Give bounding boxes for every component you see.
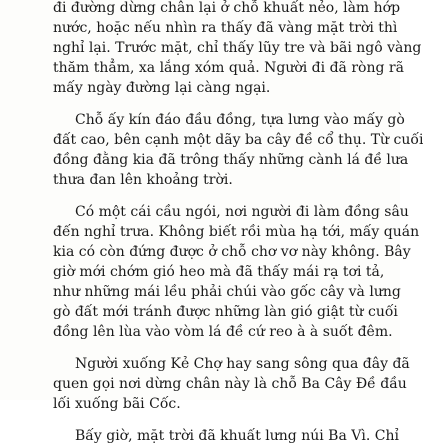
text-line: quen gọi nơi dừng chân này là chỗ Ba Cây Đề đầu bbox=[53, 376, 407, 392]
text-line: thăm thẳm, xa lắng xóm quả. Người đi đã ròng rã bbox=[53, 60, 404, 76]
text-line: kia có còn đứng được ở chỗ chơ vơ này không. Bây bbox=[53, 244, 411, 260]
text-line: đến nghỉ trưa. Không biết rồi mùa hạ tới, mấy quán bbox=[53, 224, 420, 240]
text-line: đồng lên lùa vào vòm lá đề cứ reo à à suốt đêm. bbox=[53, 324, 393, 340]
paragraph-gap bbox=[53, 190, 388, 202]
paragraph-2 bbox=[53, 110, 423, 190]
text-line: Có một cái cầu ngói, nơi người đi làm đồng sâu bbox=[75, 204, 409, 220]
text-line: gò đất mới tránh được những làn gió giật từ cuối bbox=[53, 304, 398, 320]
body-text bbox=[53, 0, 423, 446]
text-line: nghỉ lại. Trước mặt, chỉ thấy lũy tre và bãi ngô vàng bbox=[53, 40, 422, 56]
text-line: Bấy giờ, mặt trời đã khuất lưng núi Ba Vì. Chỉ bbox=[75, 428, 399, 444]
text-line: đất cao, bên cạnh một dãy ba cây đề cổ thụ. Từ cuối bbox=[53, 132, 423, 148]
paragraph-4 bbox=[53, 354, 410, 414]
text-line: đồng đằng kia đã trông thấy những cành lá đề lưa bbox=[53, 152, 409, 168]
text-line: thưa đan lên khoảng trời. bbox=[53, 172, 233, 188]
text-line: mấy ngày đường lại càng ngại. bbox=[53, 80, 271, 96]
text-line: lối xuống bãi Cốc. bbox=[53, 396, 181, 412]
paragraph-gap bbox=[53, 414, 388, 426]
paragraph-gap bbox=[53, 342, 388, 354]
paragraph-1 bbox=[53, 0, 422, 98]
text-line: nước, hoặc nếu nhìn ra thấy đã vàng mặt trời thì bbox=[53, 20, 398, 36]
paragraph-3 bbox=[53, 202, 420, 342]
paragraph-gap bbox=[53, 98, 388, 110]
text-line: Người xuống Kẻ Chợ hay sang sông qua đây đã bbox=[75, 356, 410, 372]
text-line: đi đường dừng chân lại ở chỗ khuất nẻo, làm hớp bbox=[53, 0, 401, 16]
text-line: giờ mới chớm gió heo mà đã thấy mái rạ tơi tả, bbox=[53, 264, 385, 280]
text-line: như những mái lều phải chúi vào gốc cây và lưng bbox=[53, 284, 401, 300]
text-line: Chỗ ấy kín đáo đầu đồng, tựa lưng vào mấy gò bbox=[75, 112, 405, 128]
paragraph-5 bbox=[53, 426, 399, 446]
